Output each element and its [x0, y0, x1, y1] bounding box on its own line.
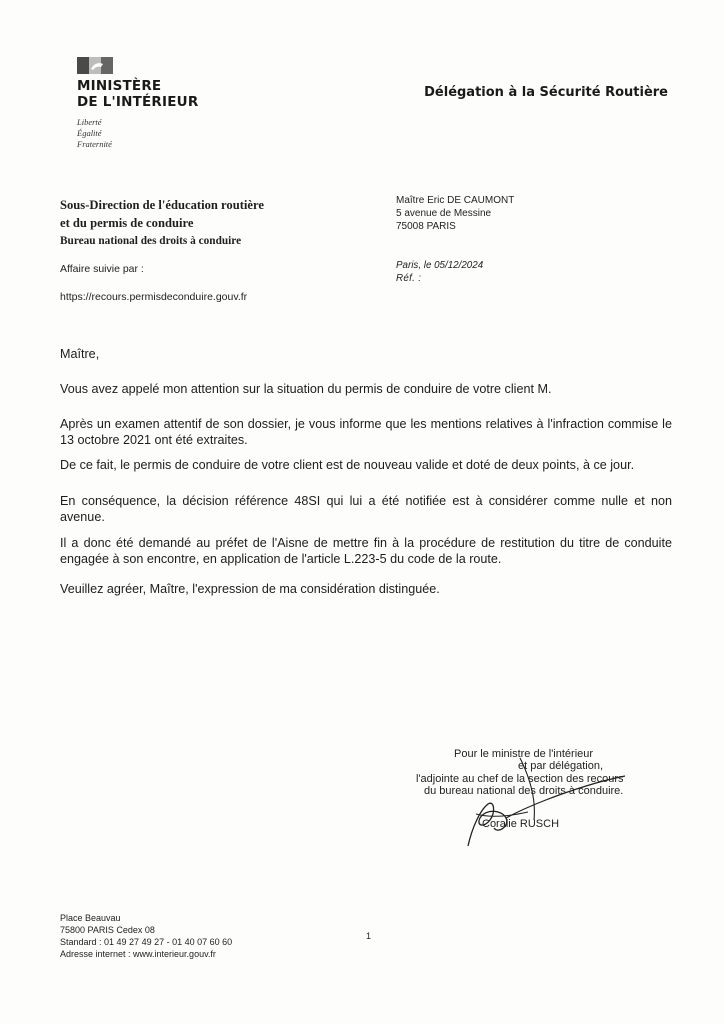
bureau-name: Bureau national des droits à conduire: [60, 235, 242, 247]
date-block: [396, 259, 483, 285]
footer-phone: Standard : 01 49 27 49 27 - 01 40 07 60 60: [60, 937, 233, 947]
footer-address: [60, 912, 232, 960]
recours-url: https://recours.permisdeconduire.gouv.fr: [60, 291, 248, 303]
recipient-city: 75008 PARIS: [396, 221, 456, 232]
closing-formula: Veuillez agréer, Maître, l'expression de ma considération distinguée.: [60, 582, 440, 596]
salutation: Maître,: [60, 347, 100, 361]
signature-line1: Pour le ministre de l'intérieur: [454, 748, 594, 760]
republic-motto: [77, 117, 112, 150]
signature-block: [410, 738, 640, 858]
page-number: 1: [366, 931, 372, 941]
paragraph-1: Vous avez appelé mon attention sur la situation du permis de conduire de votre client M.: [60, 382, 552, 396]
footer-line2: 75800 PARIS Cedex 08: [60, 925, 155, 935]
recipient-street: 5 avenue de Messine: [396, 208, 492, 219]
paragraph-2: Après un examen attentif de son dossier, je vous informe que les mentions relatives à l'infraction commise le 13 octobre 2021 ont été extraites.: [60, 417, 672, 447]
signature-line2: et par délégation,: [518, 760, 604, 772]
footer-website: Adresse internet : www.interieur.gouv.fr: [60, 949, 216, 959]
marianne-logo-icon: [77, 57, 113, 74]
sender-block: [60, 196, 264, 250]
paragraph-4: En conséquence, la décision référence 48SI qui lui a été notifiée est à considérer comme nulle et non avenue.: [60, 494, 672, 524]
footer-line1: Place Beauvau: [60, 913, 121, 923]
ministry-line1: MINISTÈRE: [77, 78, 162, 94]
delegation-title: Délégation à la Sécurité Routière: [424, 85, 668, 100]
paragraph-5: Il a donc été demandé au préfet de l'Aisne de mettre fin à la procédure de restitution du titre de conduite engagée à son encontre, en application de l'article L.223-5 du code de la route.: [60, 536, 672, 566]
paragraph-3: De ce fait, le permis de conduire de votre client est de nouveau valide et doté de deux points, à ce jour.: [60, 458, 635, 472]
subdirection-line2: et du permis de conduire: [60, 216, 194, 230]
signatory-name: Coralie RUSCH: [482, 818, 560, 830]
recipient-address: [396, 194, 514, 233]
ministry-name: [77, 78, 198, 110]
recipient-name: Maître Eric DE CAUMONT: [396, 195, 515, 206]
motto-fraternite: Fraternité: [77, 139, 112, 149]
motto-egalite: Égalité: [77, 128, 102, 138]
reference: Réf. :: [396, 273, 422, 284]
affaire-label: Affaire suivie par :: [60, 263, 144, 275]
ministry-line2: DE L'INTÉRIEUR: [77, 94, 199, 110]
signature-line3: l'adjointe au chef de la section des recours: [416, 773, 624, 785]
motto-liberte: Liberté: [77, 117, 102, 127]
letter-date: Paris, le 05/12/2024: [396, 260, 484, 271]
handwritten-signature-icon: [410, 738, 640, 858]
signature-line4: du bureau national des droits à conduire.: [424, 785, 624, 797]
subdirection-line1: Sous-Direction de l'éducation routière: [60, 198, 264, 212]
